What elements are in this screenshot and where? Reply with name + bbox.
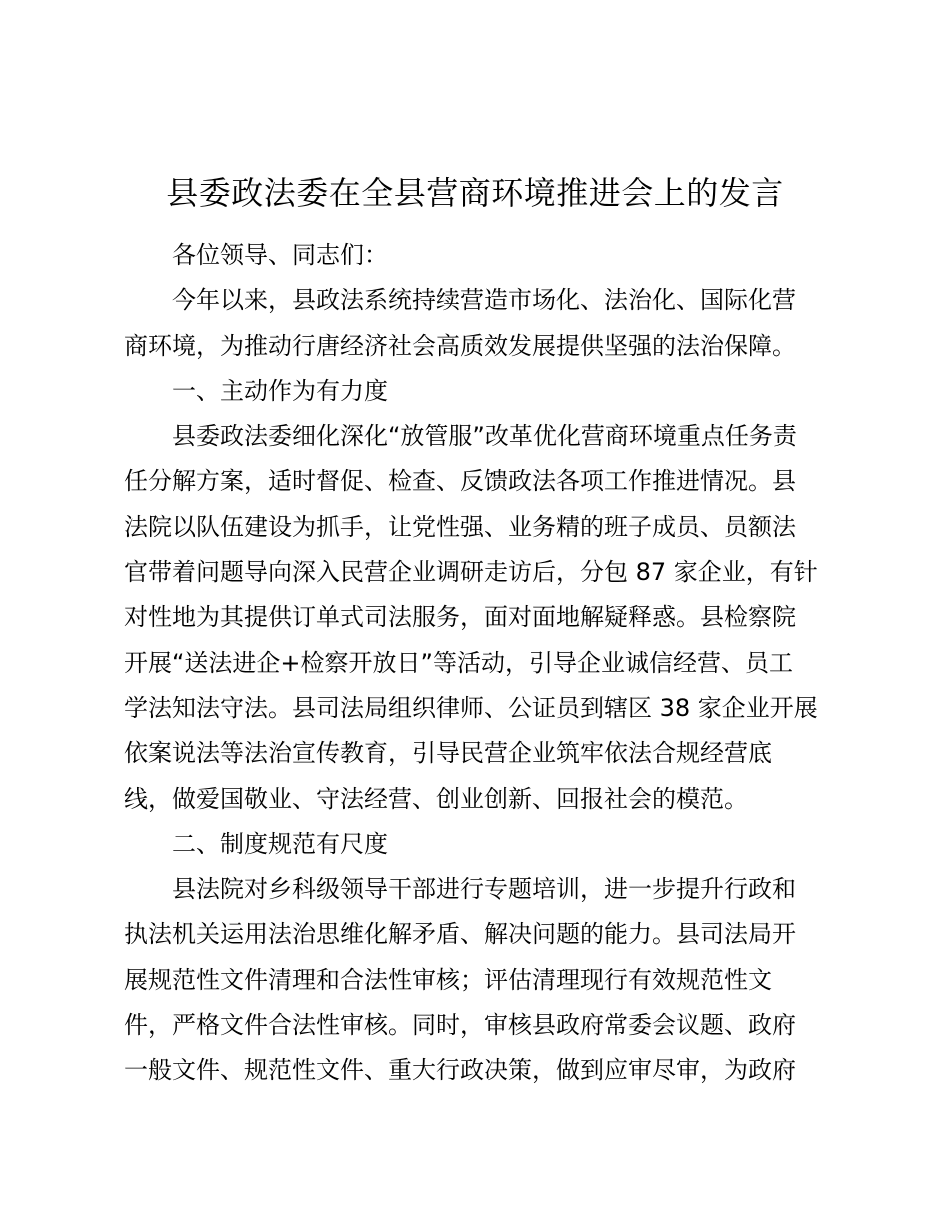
- text-line: 一般文件、规范性文件、重大行政决策，做到应审尽审，为政府: [124, 1056, 796, 1085]
- text-line: 二、制度规范有尺度: [172, 829, 388, 858]
- text-line: 执法机关运用法治思维化解矛盾、解决问题的能力。县司法局开: [124, 920, 796, 949]
- text-line: 今年以来，县政法系统持续营造市场化、法治化、国际化营: [172, 286, 796, 315]
- text-line: 一、主动作为有力度: [172, 376, 388, 405]
- text-line: 县委政法委细化深化“放管服”改革优化营商环境重点任务责: [172, 422, 797, 451]
- text-line: 开展“送法进企+检察开放日”等活动，引导企业诚信经营、员工: [124, 648, 793, 677]
- text-line: 学法知法守法。县司法局组织律师、公证员到辖区 38 家企业开展: [124, 693, 818, 722]
- page-title: 县委政法委在全县营商环境推进会上的发言: [166, 174, 784, 212]
- text-line: 任分解方案，适时督促、检查、反馈政法各项工作推进情况。县: [124, 467, 796, 496]
- text-line: 对性地为其提供订单式司法服务，面对面地解疑释惑。县检察院: [124, 603, 796, 632]
- text-line: 件，严格文件合法性审核。同时，审核县政府常委会议题、政府: [124, 1011, 796, 1040]
- text-line: 县法院对乡科级领导干部进行专题培训，进一步提升行政和: [172, 875, 796, 904]
- text-line: 商环境，为推动行唐经济社会高质效发展提供坚强的法治保障。: [124, 331, 796, 360]
- text-line: 展规范性文件清理和合法性审核；评估清理现行有效规范性文: [124, 965, 772, 994]
- text-line: 法院以队伍建设为抓手，让党性强、业务精的班子成员、员额法: [124, 512, 796, 541]
- text-line: 官带着问题导向深入民营企业调研走访后，分包 87 家企业，有针: [124, 558, 818, 587]
- document-body: [124, 233, 839, 1094]
- text-line: 依案说法等法治宣传教育，引导民营企业筑牢依法合规经营底: [124, 739, 772, 768]
- text-line: 各位领导、同志们：: [172, 241, 388, 269]
- text-line: 线，做爱国敬业、守法经营、创业创新、回报社会的模范。: [124, 784, 748, 813]
